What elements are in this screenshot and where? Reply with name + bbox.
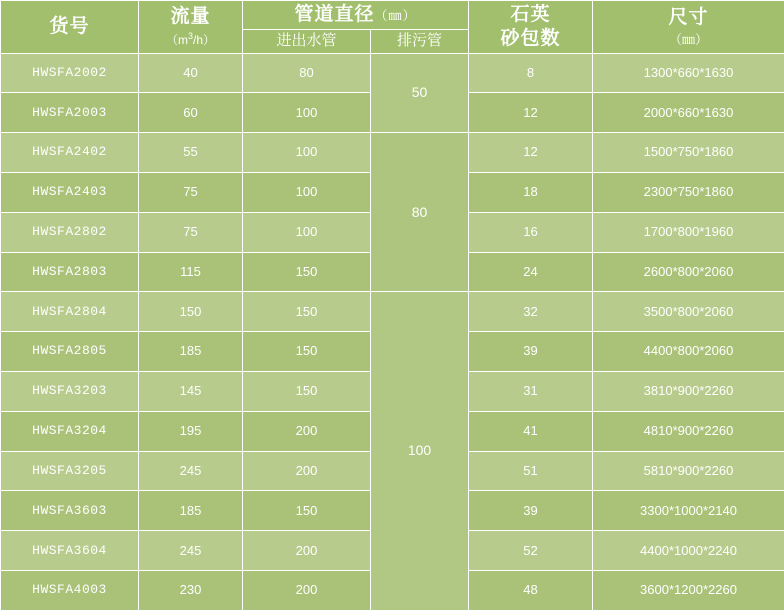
cell-code: HWSFA3604	[1, 531, 139, 571]
cell-size: 2300*750*1860	[593, 172, 784, 212]
cell-size: 2000*660*1630	[593, 93, 784, 133]
cell-size: 3300*1000*2140	[593, 491, 784, 531]
cell-quartz-sand: 48	[469, 571, 593, 611]
cell-size: 3810*900*2260	[593, 372, 784, 412]
cell-quartz-sand: 24	[469, 252, 593, 292]
cell-size: 4400*1000*2240	[593, 531, 784, 571]
cell-flow: 245	[139, 531, 243, 571]
cell-quartz-sand: 16	[469, 212, 593, 252]
cell-code: HWSFA2802	[1, 212, 139, 252]
column-header-flow-unit: $(m^3/h)$	[165, 31, 216, 48]
column-header-flow	[139, 1, 243, 54]
cell-inout-pipe: 150	[243, 491, 371, 531]
cell-quartz-sand: 18	[469, 172, 593, 212]
cell-quartz-sand: 39	[469, 491, 593, 531]
cell-quartz-sand: 12	[469, 133, 593, 173]
cell-code: HWSFA2805	[1, 332, 139, 372]
table-row	[1, 133, 784, 173]
table-header	[1, 1, 784, 54]
cell-flow: 115	[139, 252, 243, 292]
cell-flow: 40	[139, 53, 243, 93]
cell-inout-pipe: 80	[243, 53, 371, 93]
column-header-size-unit: （㎜）	[668, 31, 708, 47]
cell-flow: 55	[139, 133, 243, 173]
cell-flow: 185	[139, 491, 243, 531]
cell-code: HWSFA2403	[1, 172, 139, 212]
cell-code: HWSFA3204	[1, 411, 139, 451]
column-header-pipe-diameter-unit: （㎜）	[374, 8, 417, 23]
cell-inout-pipe: 200	[243, 571, 371, 611]
column-header-quartz-sand-line1: 石英	[510, 4, 551, 25]
cell-inout-pipe: 100	[243, 133, 371, 173]
cell-inout-pipe: 150	[243, 252, 371, 292]
cell-flow: 245	[139, 451, 243, 491]
cell-inout-pipe: 200	[243, 411, 371, 451]
cell-flow: 75	[139, 172, 243, 212]
cell-code: HWSFA2002	[1, 53, 139, 93]
cell-flow: 195	[139, 411, 243, 451]
cell-quartz-sand: 12	[469, 93, 593, 133]
cell-inout-pipe: 150	[243, 372, 371, 412]
cell-flow: 230	[139, 571, 243, 611]
cell-inout-pipe: 100	[243, 93, 371, 133]
cell-inout-pipe: 100	[243, 212, 371, 252]
cell-quartz-sand: 31	[469, 372, 593, 412]
cell-size: 5810*900*2260	[593, 451, 784, 491]
column-header-size-label: 尺寸	[668, 6, 709, 28]
cell-inout-pipe: 150	[243, 292, 371, 332]
cell-code: HWSFA3205	[1, 451, 139, 491]
cell-flow: 60	[139, 93, 243, 133]
cell-quartz-sand: 51	[469, 451, 593, 491]
cell-size: 4400*800*2060	[593, 332, 784, 372]
cell-flow: 145	[139, 372, 243, 412]
cell-code: HWSFA2804	[1, 292, 139, 332]
column-header-quartz-sand-line2: 砂包数	[500, 27, 561, 49]
column-header-quartz-sand	[469, 1, 593, 54]
cell-flow: 150	[139, 292, 243, 332]
cell-drain-pipe: 50	[371, 53, 469, 133]
cell-size: 3600*1200*2260	[593, 571, 784, 611]
column-header-flow-label: 流量	[170, 6, 211, 28]
cell-code: HWSFA4003	[1, 571, 139, 611]
cell-drain-pipe: 80	[371, 133, 469, 292]
table-row	[1, 53, 784, 93]
cell-drain-pipe: 100	[371, 292, 469, 611]
cell-inout-pipe: 100	[243, 172, 371, 212]
cell-size: 4810*900*2260	[593, 411, 784, 451]
cell-size: 2600*800*2060	[593, 252, 784, 292]
table-row	[1, 292, 784, 332]
cell-flow: 185	[139, 332, 243, 372]
cell-quartz-sand: 41	[469, 411, 593, 451]
header-row-main	[1, 1, 784, 30]
cell-quartz-sand: 52	[469, 531, 593, 571]
cell-inout-pipe: 150	[243, 332, 371, 372]
cell-size: 1700*800*1960	[593, 212, 784, 252]
cell-quartz-sand: 39	[469, 332, 593, 372]
column-header-code: 货号	[1, 1, 139, 54]
cell-size: 1500*750*1860	[593, 133, 784, 173]
cell-code: HWSFA2402	[1, 133, 139, 173]
cell-quartz-sand: 32	[469, 292, 593, 332]
cell-flow: 75	[139, 212, 243, 252]
cell-quartz-sand: 8	[469, 53, 593, 93]
cell-code: HWSFA3203	[1, 372, 139, 412]
column-header-inout-pipe: 进出水管	[243, 29, 371, 53]
cell-inout-pipe: 200	[243, 531, 371, 571]
column-header-drain-pipe: 排污管	[371, 29, 469, 53]
cell-size: 3500*800*2060	[593, 292, 784, 332]
cell-code: HWSFA2803	[1, 252, 139, 292]
column-header-pipe-diameter	[243, 1, 469, 30]
cell-code: HWSFA2003	[1, 93, 139, 133]
table-body	[1, 53, 784, 611]
cell-inout-pipe: 200	[243, 451, 371, 491]
column-header-size	[593, 1, 784, 54]
cell-size: 1300*660*1630	[593, 53, 784, 93]
cell-code: HWSFA3603	[1, 491, 139, 531]
column-header-pipe-diameter-label: 管道直径	[294, 4, 375, 25]
